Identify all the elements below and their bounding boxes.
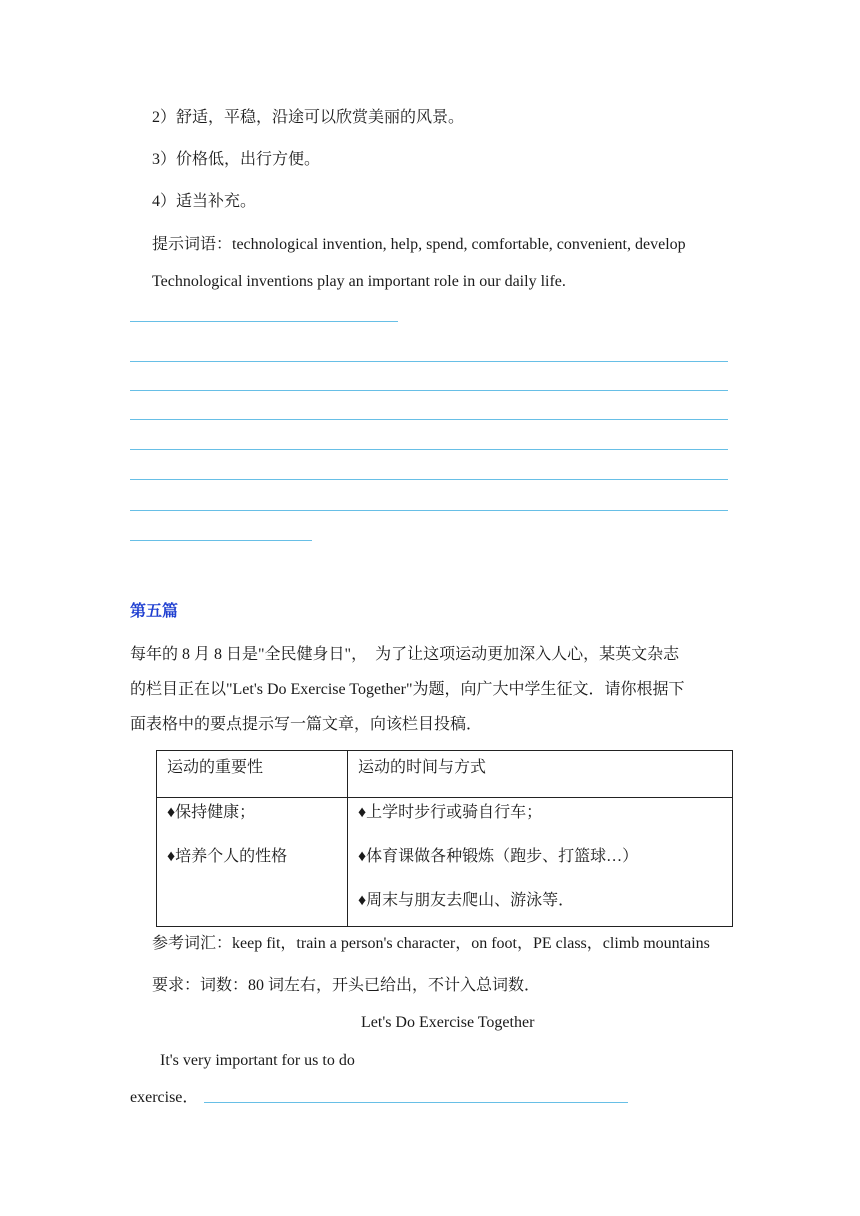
writing-line[interactable] <box>130 540 312 541</box>
essay-start-line1: It's very important for us to do <box>160 1052 355 1069</box>
prompt-line-3: 面表格中的要点提示写一篇文章，向该栏目投稿． <box>130 716 483 733</box>
hint-words: 提示词语：technological invention, help, spend, comfortable, convenient, develop <box>152 236 686 253</box>
point-2: 2）舒适，平稳，沿途可以欣赏美丽的风景。 <box>152 109 465 126</box>
method-item: ♦体育课做各种锻炼（跑步、打篮球…） <box>358 848 639 865</box>
writing-line[interactable] <box>130 510 728 511</box>
writing-line[interactable] <box>130 419 728 420</box>
section-heading: 第五篇 <box>130 603 179 620</box>
table-header-row <box>157 751 733 798</box>
writing-line[interactable] <box>130 479 728 480</box>
prompt-line-2: 的栏目正在以"Let's Do Exercise Together"为题，向广大中学生征文．请你根据下 <box>130 681 685 698</box>
point-3: 3）价格低，出行方便。 <box>152 151 321 168</box>
essay-opening: Technological inventions play an important role in our daily life. <box>152 273 566 290</box>
writing-line[interactable] <box>130 361 728 362</box>
method-item: ♦周末与朋友去爬山、游泳等． <box>358 892 575 909</box>
importance-item: ♦培养个人的性格 <box>167 848 288 865</box>
writing-line[interactable] <box>204 1102 628 1103</box>
requirement: 要求：词数：80 词左右，开头已给出，不计入总词数． <box>152 977 541 994</box>
writing-line[interactable] <box>130 390 728 391</box>
essay-title: Let's Do Exercise Together <box>361 1014 535 1031</box>
time-method-cell <box>348 798 733 927</box>
writing-line[interactable] <box>130 449 728 450</box>
method-item: ♦上学时步行或骑自行车； <box>358 804 543 821</box>
importance-cell <box>157 798 348 927</box>
table-row <box>157 798 733 927</box>
outline-table <box>156 750 733 927</box>
prompt-line-1: 每年的 8 月 8 日是"全民健身日"， 为了让这项运动更加深入人心，某英文杂志 <box>130 646 680 663</box>
importance-item: ♦保持健康； <box>167 804 256 821</box>
table-header-importance: 运动的重要性 <box>157 751 348 798</box>
writing-line[interactable] <box>130 321 398 322</box>
point-4: 4）适当补充。 <box>152 193 257 210</box>
table-header-time-method: 运动的时间与方式 <box>348 751 733 798</box>
essay-start-line2: exercise． <box>130 1089 199 1106</box>
reference-vocab: 参考词汇：keep fit，train a person's character，on foot，PE class，climb mountains <box>152 935 710 952</box>
